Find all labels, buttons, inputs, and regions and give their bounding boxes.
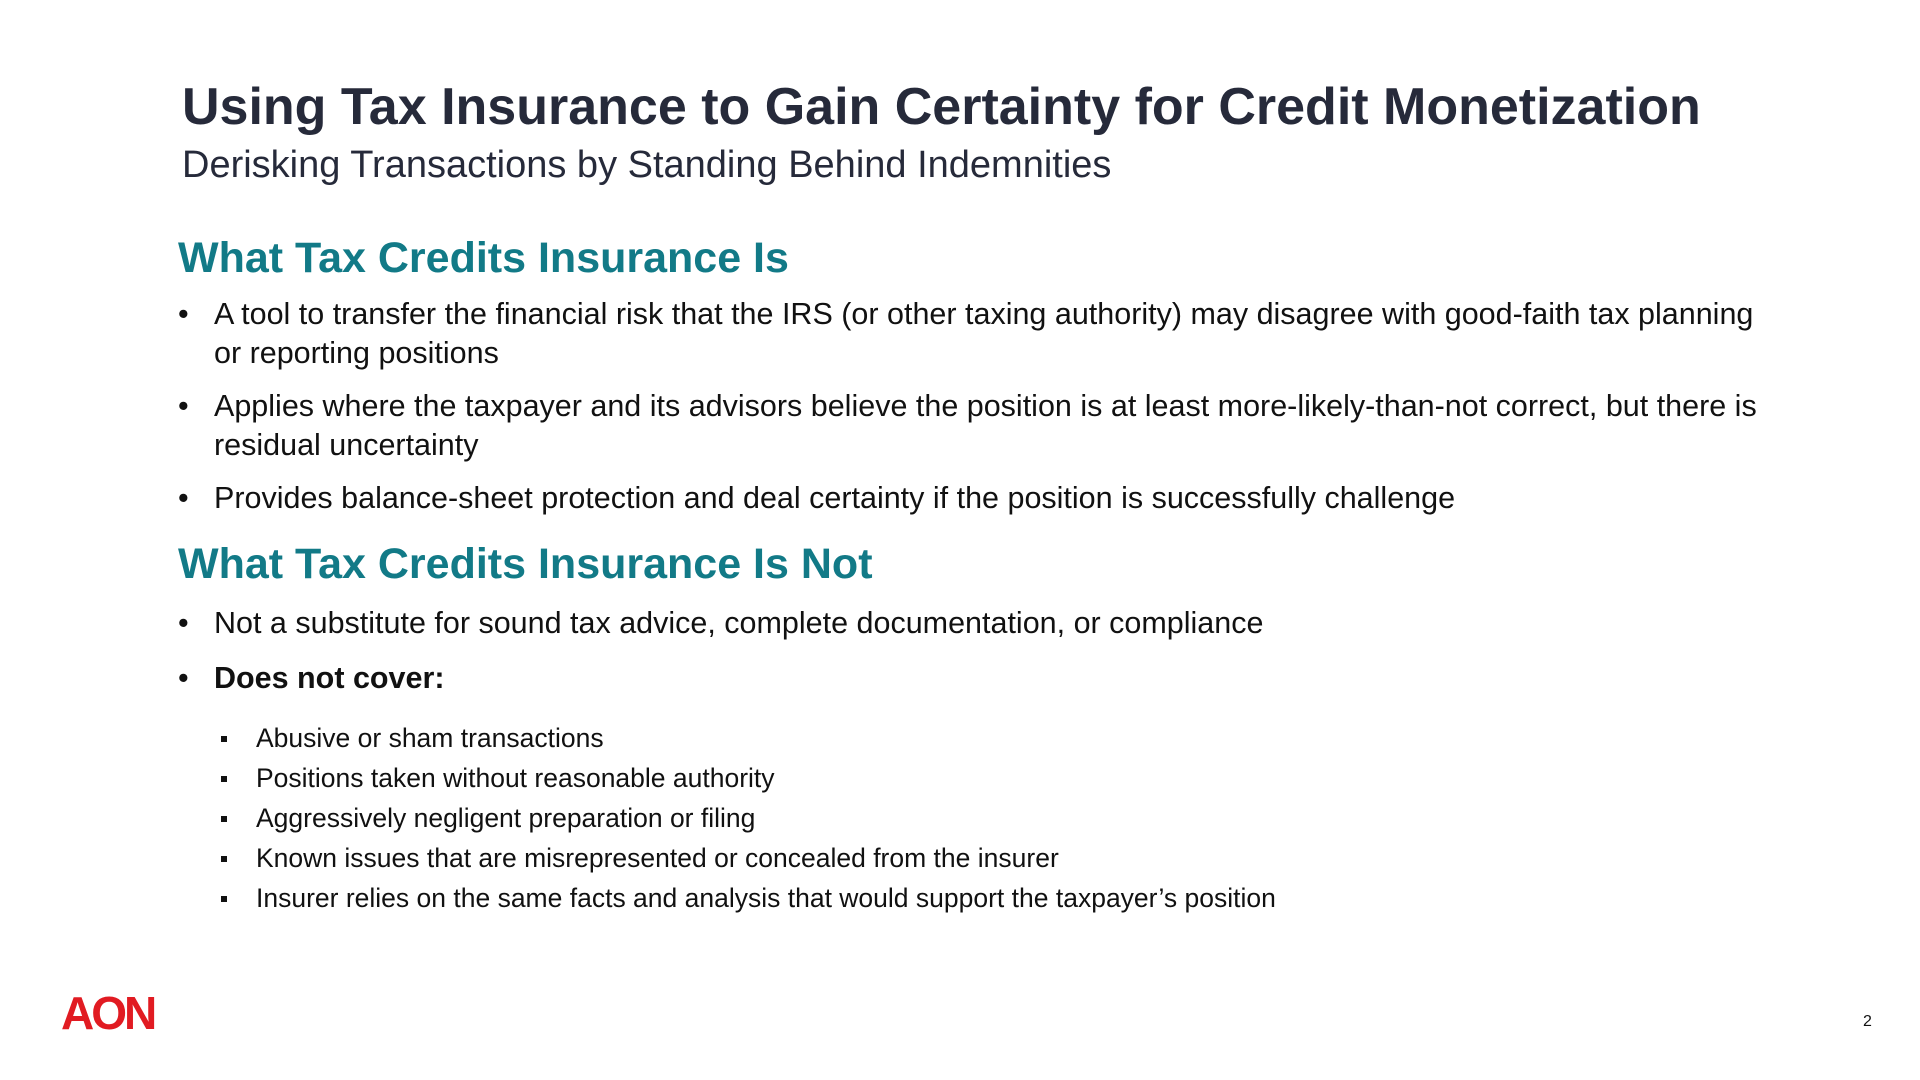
page-number: 2 [1863,1013,1872,1030]
bullet-dot-icon: • [178,481,189,515]
bullet-text: Applies where the taxpayer and its advisors believe the position is at least more-likely-than-not correct, but there is residual uncertainty [214,389,1757,462]
sub-bullet-text: Known issues that are misrepresented or concealed from the insurer [256,843,1059,873]
square-bullet-icon [221,856,227,862]
bullet-dot-icon: • [178,297,189,331]
square-bullet-icon [221,736,227,742]
slide-title: Using Tax Insurance to Gain Certainty for Credit Monetization [182,78,1701,136]
sub-bullet-item [218,758,1276,798]
square-bullet-icon [221,896,227,902]
bullet-text: A tool to transfer the financial risk that the IRS (or other taxing authority) may disagree with good-faith tax planning or reporting positions [214,297,1754,370]
sub-bullet-text: Positions taken without reasonable authority [256,763,775,793]
bullet-text-does-not-cover: Does not cover: [214,661,445,695]
bullet-item [178,479,1778,518]
bullet-list-what-it-is-not [178,604,1778,698]
sub-bullet-item [218,838,1276,878]
bullet-list-what-it-is [178,295,1778,518]
bullet-item [178,387,1778,465]
bullet-item [178,295,1778,373]
bullet-item [178,604,1778,643]
section-heading-what-it-is: What Tax Credits Insurance Is [178,234,789,282]
sub-bullet-text: Aggressively negligent preparation or filing [256,803,756,833]
square-bullet-icon [221,816,227,822]
section-heading-what-it-is-not: What Tax Credits Insurance Is Not [178,540,873,588]
sub-bullet-item [218,798,1276,838]
slide-subtitle: Derisking Transactions by Standing Behind Indemnities [182,144,1112,186]
sub-bullet-item [218,878,1276,918]
section-what-it-is [178,232,1778,532]
bullet-dot-icon: • [178,661,189,695]
sub-bullet-text: Insurer relies on the same facts and analysis that would support the taxpayer’s position [256,883,1276,913]
sub-bullet-list-exclusions [218,718,1276,918]
aon-logo: AON [61,987,155,1039]
bullet-text: Not a substitute for sound tax advice, complete documentation, or compliance [214,606,1264,640]
section-what-it-is-not [178,538,1778,714]
square-bullet-icon [221,776,227,782]
bullet-text: Provides balance-sheet protection and deal certainty if the position is successfully challenge [214,481,1456,515]
sub-bullet-item [218,718,1276,758]
sub-bullet-text: Abusive or sham transactions [256,723,604,753]
bullet-dot-icon: • [178,389,189,423]
bullet-dot-icon: • [178,606,189,640]
bullet-item [178,659,1778,698]
